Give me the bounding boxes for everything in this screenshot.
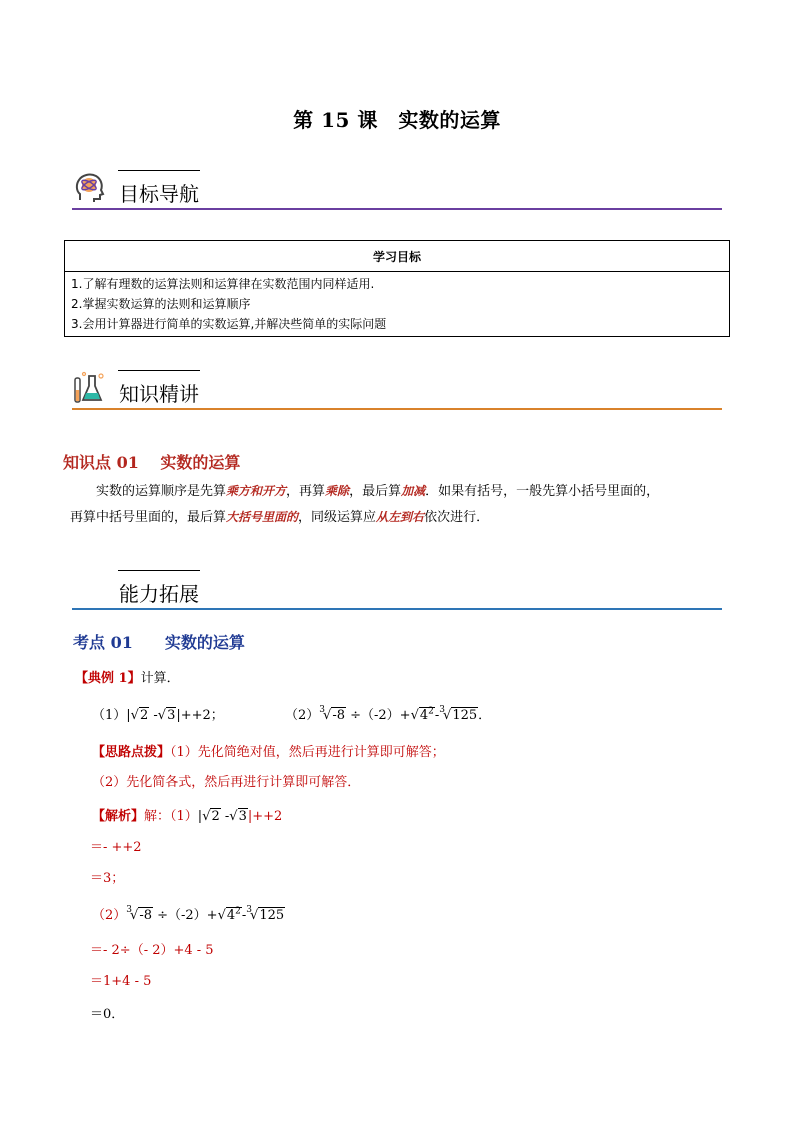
section-knowledge-header [72, 370, 722, 418]
section-topline [118, 570, 200, 571]
question-number: （2） [92, 908, 127, 923]
text-span: ．如果有括号，一般先算小括号里面的， [425, 484, 660, 499]
sqrt-radicand: 4 [226, 908, 236, 923]
sqrt-radicand: 3 [167, 708, 176, 723]
operator-text: - [241, 908, 247, 923]
cbrt-radicand: 125 [259, 908, 285, 923]
section-goal-header [72, 170, 722, 218]
sqrt-radicand: 2 [139, 708, 149, 723]
section-topline [118, 170, 200, 171]
question-2: $(2)^3√-8 \div(-2)+√4^2-^3√125$． [285, 705, 492, 723]
keyword-highlight: 加减 [401, 484, 426, 498]
brain-head-icon [72, 170, 108, 206]
section-ability-label: 能力拓展 [119, 582, 199, 606]
keyword-highlight: 从左到右 [376, 510, 425, 524]
text-span: 再算中括号里面的，最后算 [70, 510, 227, 525]
hint-text: （1）先化简绝对值，然后再进行计算即可解答； [170, 745, 445, 760]
section-knowledge-label: 知识精讲 [119, 382, 199, 406]
question-number: （2） [285, 708, 320, 723]
goals-table-body [65, 272, 730, 337]
hint-line-2: （2）先化简各式，然后再进行计算即可解答． [92, 775, 361, 790]
flask-icon [72, 370, 108, 406]
question-suffix: |++2； [176, 708, 224, 723]
hint-line-1 [92, 741, 445, 760]
cbrt-radicand: -8 [332, 708, 345, 723]
section-ability-divider [72, 608, 722, 610]
sqrt-radicand: 4 [419, 708, 429, 723]
example-tag: 【典例 1】 [75, 671, 141, 686]
hint-tag: 【思路点拨】 [92, 745, 171, 760]
text-span: ，最后算 [349, 484, 402, 499]
knowledge-paragraph-line-1 [70, 478, 724, 505]
goal-item-1: 1.了解有理数的运算法则和运算律在实数范围内同样适用. [71, 277, 375, 291]
goals-table [64, 240, 730, 337]
section-goal-label: 目标导航 [119, 182, 199, 206]
section-topline [118, 370, 200, 371]
text-span: 实数的运算顺序是先算 [96, 484, 227, 499]
section-knowledge-divider [72, 408, 722, 410]
solution-prefix: 解：（1） [144, 809, 198, 824]
keyword-highlight: 大括号里面的 [226, 510, 299, 524]
text-span: ，同级运算应 [298, 510, 377, 525]
solution-step: ＝- ++2 [90, 840, 142, 855]
question-end: ． [478, 708, 492, 723]
solution-step: ＝1+4 - 5 [90, 974, 152, 989]
abs-bar: | [126, 708, 131, 723]
knowledge-paragraph-line-2 [70, 504, 724, 531]
example-text: 计算． [140, 671, 180, 686]
goals-table-header: 学习目标 [65, 241, 730, 272]
exponent: 2 [428, 706, 434, 717]
text-span: 依次进行． [424, 510, 490, 525]
question-1: （1）|√2 -√3|++2； [92, 708, 224, 723]
solution-step: ＝0． [90, 1007, 125, 1022]
operator-text: ÷（-2）+ [157, 908, 218, 923]
abs-bar: | [197, 809, 203, 824]
operator-text: - [434, 708, 440, 723]
text-span: ，再算 [286, 484, 326, 499]
question-number: （1） [92, 708, 127, 723]
cbrt-radicand: 125 [452, 708, 478, 723]
solution-line: 【解析】解：（1）|√2 -√3|++2 [92, 809, 283, 824]
solution-q2-line: $(2)^3√-8 \div(-2)+√4^2-^3√125$ [92, 905, 285, 923]
page-title: 第 15 课 实数的运算 [293, 108, 501, 132]
knowledge-point-title: 知识点 01 实数的运算 [63, 453, 241, 472]
section-ability-header [72, 570, 722, 618]
operator-text: ÷（-2）+ [350, 708, 411, 723]
solution-suffix: |++2 [247, 809, 283, 824]
root-index: 3 [126, 905, 133, 915]
keyword-highlight: 乘方和开方 [226, 484, 287, 498]
section-goal-divider [72, 208, 722, 210]
root-index: 3 [439, 705, 446, 715]
sqrt-radicand: 3 [238, 809, 247, 824]
solution-tag: 【解析】 [92, 809, 145, 824]
solution-step: ＝3； [90, 871, 125, 886]
exam-point-title: 考点 01 实数的运算 [73, 633, 245, 652]
exponent: 2 [235, 906, 241, 917]
goal-item-2: 2.掌握实数运算的法则和运算顺序 [71, 297, 251, 311]
root-index: 3 [319, 705, 326, 715]
cbrt-radicand: -8 [139, 908, 152, 923]
solution-step: ＝- 2÷（- 2）+4 - 5 [90, 943, 214, 958]
keyword-highlight: 乘除 [325, 484, 350, 498]
goal-item-3: 3.会用计算器进行简单的实数运算,并解决些简单的实际问题 [71, 317, 387, 331]
example-line [75, 667, 180, 686]
sqrt-radicand: 2 [211, 809, 220, 824]
root-index: 3 [246, 905, 253, 915]
